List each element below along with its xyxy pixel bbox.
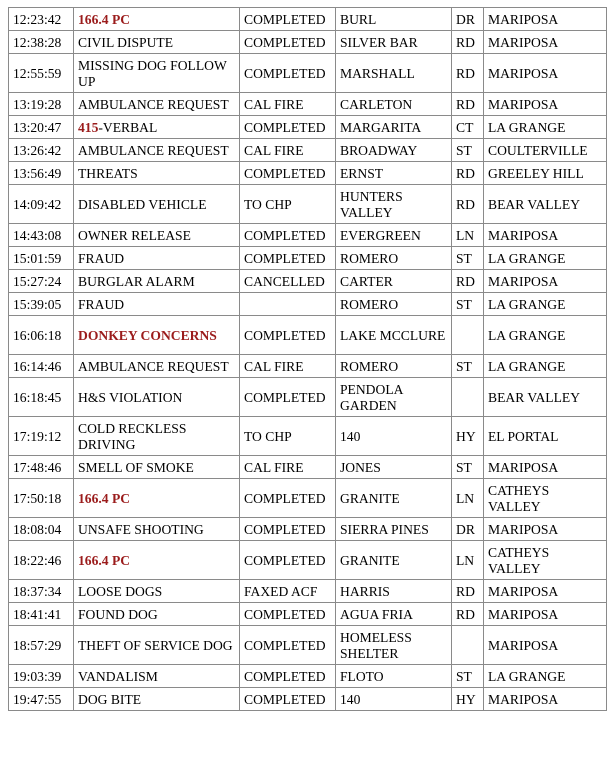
call-time-cell: 16:18:45 xyxy=(9,378,74,417)
call-type-cell xyxy=(74,518,240,541)
call-type-cell xyxy=(74,116,240,139)
call-type-cell xyxy=(74,541,240,580)
street-suffix-cell: ST xyxy=(452,355,484,378)
call-type-text: THEFT OF SERVICE DOG xyxy=(78,637,233,653)
disposition-cell: COMPLETED xyxy=(240,116,336,139)
call-type-text: OWNER RELEASE xyxy=(78,227,191,243)
table-row xyxy=(9,378,607,417)
call-type-text: BURGLAR ALARM xyxy=(78,273,195,289)
street-suffix-cell: RD xyxy=(452,603,484,626)
street-cell: HUNTERS VALLEY xyxy=(336,185,452,224)
city-cell: MARIPOSA xyxy=(484,31,607,54)
call-time-cell: 15:01:59 xyxy=(9,247,74,270)
table-row xyxy=(9,93,607,116)
call-time-cell: 12:23:42 xyxy=(9,8,74,31)
street-cell: SIERRA PINES xyxy=(336,518,452,541)
table-row xyxy=(9,541,607,580)
call-type-text: LOOSE DOGS xyxy=(78,583,163,599)
call-type-text: FRAUD xyxy=(78,250,125,266)
disposition-cell: COMPLETED xyxy=(240,688,336,711)
street-suffix-cell: LN xyxy=(452,479,484,518)
city-cell: LA GRANGE xyxy=(484,665,607,688)
city-cell: MARIPOSA xyxy=(484,626,607,665)
call-type-cell xyxy=(74,456,240,479)
call-type-cell xyxy=(74,293,240,316)
call-time-cell: 18:37:34 xyxy=(9,580,74,603)
call-type-highlight: 166.4 PC xyxy=(78,490,131,506)
call-time-cell: 15:27:24 xyxy=(9,270,74,293)
street-suffix-cell: RD xyxy=(452,162,484,185)
call-type-highlight: 166.4 PC xyxy=(78,552,131,568)
call-type-text: THREATS xyxy=(78,165,138,181)
table-row xyxy=(9,139,607,162)
table-row xyxy=(9,688,607,711)
call-type-highlight: DONKEY CONCERNS xyxy=(78,327,217,343)
call-type-text: AMBULANCE REQUEST xyxy=(78,96,229,112)
call-time-cell: 13:19:28 xyxy=(9,93,74,116)
call-type-text: MISSING DOG FOLLOW UP xyxy=(78,58,227,89)
disposition-cell xyxy=(240,293,336,316)
table-row xyxy=(9,665,607,688)
city-cell: MARIPOSA xyxy=(484,224,607,247)
table-row xyxy=(9,185,607,224)
disposition-cell: TO CHP xyxy=(240,417,336,456)
street-suffix-cell: HY xyxy=(452,417,484,456)
table-row xyxy=(9,54,607,93)
city-cell: LA GRANGE xyxy=(484,355,607,378)
call-time-cell: 18:41:41 xyxy=(9,603,74,626)
street-cell: HARRIS xyxy=(336,580,452,603)
street-cell: 140 xyxy=(336,688,452,711)
city-cell: MARIPOSA xyxy=(484,54,607,93)
call-time-cell: 16:06:18 xyxy=(9,316,74,355)
call-time-cell: 18:08:04 xyxy=(9,518,74,541)
street-cell: MARSHALL xyxy=(336,54,452,93)
city-cell: MARIPOSA xyxy=(484,270,607,293)
disposition-cell: COMPLETED xyxy=(240,378,336,417)
table-row xyxy=(9,270,607,293)
call-type-cell xyxy=(74,580,240,603)
table-row xyxy=(9,247,607,270)
table-row xyxy=(9,518,607,541)
city-cell: MARIPOSA xyxy=(484,93,607,116)
street-suffix-cell xyxy=(452,378,484,417)
street-suffix-cell xyxy=(452,626,484,665)
call-type-text: COLD RECKLESS DRIVING xyxy=(78,421,187,452)
call-type-cell xyxy=(74,417,240,456)
street-suffix-cell: DR xyxy=(452,8,484,31)
call-type-cell xyxy=(74,162,240,185)
call-time-cell: 18:22:46 xyxy=(9,541,74,580)
street-suffix-cell: RD xyxy=(452,580,484,603)
street-cell: FLOTO xyxy=(336,665,452,688)
disposition-cell: FAXED ACF xyxy=(240,580,336,603)
call-type-text: UNSAFE SHOOTING xyxy=(78,521,204,537)
call-log-table xyxy=(8,7,607,711)
table-row xyxy=(9,162,607,185)
street-cell: CARTER xyxy=(336,270,452,293)
call-type-suffix-text: -VERBAL xyxy=(98,119,158,135)
street-suffix-cell: DR xyxy=(452,518,484,541)
call-type-text: SMELL OF SMOKE xyxy=(78,459,194,475)
city-cell: LA GRANGE xyxy=(484,316,607,355)
disposition-cell: CAL FIRE xyxy=(240,456,336,479)
call-type-text: DOG BITE xyxy=(78,691,142,707)
call-type-cell xyxy=(74,54,240,93)
call-type-text: FOUND DOG xyxy=(78,606,158,622)
call-type-cell xyxy=(74,270,240,293)
street-suffix-cell: RD xyxy=(452,270,484,293)
disposition-cell: COMPLETED xyxy=(240,518,336,541)
disposition-cell: COMPLETED xyxy=(240,479,336,518)
call-type-text: AMBULANCE REQUEST xyxy=(78,142,229,158)
street-cell: MARGARITA xyxy=(336,116,452,139)
city-cell: EL PORTAL xyxy=(484,417,607,456)
street-suffix-cell: ST xyxy=(452,665,484,688)
call-type-cell xyxy=(74,93,240,116)
call-type-cell xyxy=(74,378,240,417)
call-time-cell: 14:09:42 xyxy=(9,185,74,224)
disposition-cell: COMPLETED xyxy=(240,665,336,688)
call-time-cell: 16:14:46 xyxy=(9,355,74,378)
city-cell: BEAR VALLEY xyxy=(484,378,607,417)
call-type-text: CIVIL DISPUTE xyxy=(78,34,174,50)
street-suffix-cell: RD xyxy=(452,93,484,116)
disposition-cell: COMPLETED xyxy=(240,54,336,93)
city-cell: CATHEYS VALLEY xyxy=(484,479,607,518)
call-time-cell: 17:48:46 xyxy=(9,456,74,479)
disposition-cell: COMPLETED xyxy=(240,541,336,580)
call-type-text: AMBULANCE REQUEST xyxy=(78,358,229,374)
disposition-cell: COMPLETED xyxy=(240,31,336,54)
city-cell: MARIPOSA xyxy=(484,688,607,711)
disposition-cell: CANCELLED xyxy=(240,270,336,293)
city-cell: MARIPOSA xyxy=(484,603,607,626)
disposition-cell: COMPLETED xyxy=(240,247,336,270)
table-row xyxy=(9,580,607,603)
call-time-cell: 13:56:49 xyxy=(9,162,74,185)
call-type-text: H&S VIOLATION xyxy=(78,389,183,405)
call-type-cell xyxy=(74,185,240,224)
street-cell: ROMERO xyxy=(336,247,452,270)
disposition-cell: CAL FIRE xyxy=(240,139,336,162)
table-row xyxy=(9,116,607,139)
city-cell: LA GRANGE xyxy=(484,116,607,139)
city-cell: MARIPOSA xyxy=(484,8,607,31)
street-cell: PENDOLA GARDEN xyxy=(336,378,452,417)
street-cell: BROADWAY xyxy=(336,139,452,162)
street-cell: EVERGREEN xyxy=(336,224,452,247)
street-cell: ROMERO xyxy=(336,293,452,316)
call-time-cell: 13:20:47 xyxy=(9,116,74,139)
street-suffix-cell: LN xyxy=(452,541,484,580)
call-type-cell xyxy=(74,31,240,54)
street-suffix-cell: ST xyxy=(452,139,484,162)
street-cell: LAKE MCCLURE xyxy=(336,316,452,355)
table-row xyxy=(9,355,607,378)
street-cell: ERNST xyxy=(336,162,452,185)
street-cell: CARLETON xyxy=(336,93,452,116)
city-cell: LA GRANGE xyxy=(484,293,607,316)
street-cell: 140 xyxy=(336,417,452,456)
call-type-cell xyxy=(74,247,240,270)
table-row xyxy=(9,8,607,31)
disposition-cell: TO CHP xyxy=(240,185,336,224)
call-time-cell: 13:26:42 xyxy=(9,139,74,162)
city-cell: MARIPOSA xyxy=(484,580,607,603)
disposition-cell: COMPLETED xyxy=(240,316,336,355)
street-cell: HOMELESS SHELTER xyxy=(336,626,452,665)
street-suffix-cell: RD xyxy=(452,31,484,54)
city-cell: MARIPOSA xyxy=(484,518,607,541)
disposition-cell: CAL FIRE xyxy=(240,355,336,378)
call-type-highlight: 166.4 PC xyxy=(78,11,131,27)
disposition-cell: COMPLETED xyxy=(240,626,336,665)
call-type-cell xyxy=(74,603,240,626)
call-log-body xyxy=(9,8,607,711)
street-cell: BURL xyxy=(336,8,452,31)
street-suffix-cell xyxy=(452,316,484,355)
street-suffix-cell: ST xyxy=(452,247,484,270)
table-row xyxy=(9,31,607,54)
call-type-cell xyxy=(74,8,240,31)
street-suffix-cell: LN xyxy=(452,224,484,247)
street-suffix-cell: CT xyxy=(452,116,484,139)
call-type-text: FRAUD xyxy=(78,296,125,312)
call-time-cell: 14:43:08 xyxy=(9,224,74,247)
disposition-cell: COMPLETED xyxy=(240,224,336,247)
call-type-cell xyxy=(74,316,240,355)
street-cell: ROMERO xyxy=(336,355,452,378)
call-type-text: VANDALISM xyxy=(78,668,158,684)
call-type-cell xyxy=(74,139,240,162)
call-time-cell: 15:39:05 xyxy=(9,293,74,316)
call-type-cell xyxy=(74,355,240,378)
street-cell: AGUA FRIA xyxy=(336,603,452,626)
table-row xyxy=(9,456,607,479)
call-type-text: DISABLED VEHICLE xyxy=(78,196,207,212)
table-row xyxy=(9,417,607,456)
street-suffix-cell: ST xyxy=(452,293,484,316)
city-cell: GREELEY HILL xyxy=(484,162,607,185)
street-suffix-cell: RD xyxy=(452,185,484,224)
street-suffix-cell: HY xyxy=(452,688,484,711)
street-cell: GRANITE xyxy=(336,541,452,580)
city-cell: COULTERVILLE xyxy=(484,139,607,162)
table-row xyxy=(9,626,607,665)
disposition-cell: COMPLETED xyxy=(240,8,336,31)
street-cell: SILVER BAR xyxy=(336,31,452,54)
city-cell: MARIPOSA xyxy=(484,456,607,479)
city-cell: CATHEYS VALLEY xyxy=(484,541,607,580)
street-cell: JONES xyxy=(336,456,452,479)
call-log-sheet xyxy=(8,7,606,711)
call-time-cell: 19:03:39 xyxy=(9,665,74,688)
call-time-cell: 12:55:59 xyxy=(9,54,74,93)
call-type-cell xyxy=(74,665,240,688)
table-row xyxy=(9,293,607,316)
table-row xyxy=(9,316,607,355)
city-cell: LA GRANGE xyxy=(484,247,607,270)
table-row xyxy=(9,603,607,626)
call-type-cell xyxy=(74,224,240,247)
call-time-cell: 18:57:29 xyxy=(9,626,74,665)
street-suffix-cell: ST xyxy=(452,456,484,479)
call-time-cell: 19:47:55 xyxy=(9,688,74,711)
call-type-cell xyxy=(74,479,240,518)
call-time-cell: 17:19:12 xyxy=(9,417,74,456)
disposition-cell: CAL FIRE xyxy=(240,93,336,116)
call-type-cell xyxy=(74,626,240,665)
disposition-cell: COMPLETED xyxy=(240,603,336,626)
table-row xyxy=(9,479,607,518)
disposition-cell: COMPLETED xyxy=(240,162,336,185)
street-suffix-cell: RD xyxy=(452,54,484,93)
call-time-cell: 17:50:18 xyxy=(9,479,74,518)
street-cell: GRANITE xyxy=(336,479,452,518)
call-type-highlight: 415 xyxy=(78,119,99,135)
table-row xyxy=(9,224,607,247)
call-type-cell xyxy=(74,688,240,711)
city-cell: BEAR VALLEY xyxy=(484,185,607,224)
call-time-cell: 12:38:28 xyxy=(9,31,74,54)
